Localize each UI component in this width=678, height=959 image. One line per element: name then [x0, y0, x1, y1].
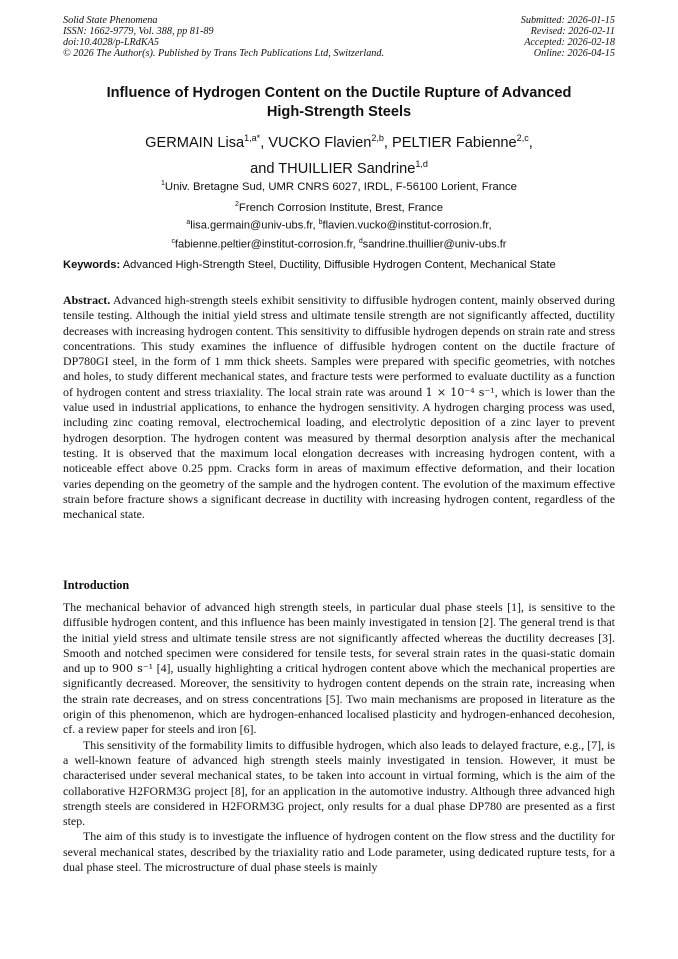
author-separator: , [528, 134, 533, 151]
author-emails [63, 215, 615, 252]
paragraph [63, 600, 615, 738]
affiliation-text: Univ. Bretagne Sud, UMR CNRS 6027, IRDL, F-56100 Lorient, France [164, 180, 517, 193]
author-name: THUILLIER Sandrine [278, 160, 416, 177]
abstract [63, 293, 615, 522]
author-sup: 2,b [371, 133, 384, 143]
email-line-1 [63, 215, 615, 234]
email-sup: c [171, 237, 175, 245]
affiliation-sup: 2 [235, 201, 239, 208]
author-and: and [250, 160, 279, 177]
keywords-text: Advanced High-Strength Steel, Ductility, Diffusible Hydrogen Content, Mechanical State [120, 259, 556, 271]
issn-line: ISSN: 1662-9779, Vol. 388, pp 81-89 [63, 26, 214, 37]
author-separator: , [383, 134, 393, 151]
submitted-date: Submitted: 2026-01-15 [520, 15, 615, 26]
affiliation-1 [63, 177, 615, 194]
strain-rate-value: 900 s⁻¹ [111, 662, 154, 676]
journal-info [63, 15, 384, 59]
abstract-label: Abstract. [63, 293, 111, 307]
paragraph: The aim of this study is to investigate the influence of hydrogen content on the flow stress and the ductility for several mechanical states, described by the triaxiality ratio and Lode parameter, using dedicated rupture tests, for a dual phase steel. The microstructure of dual phase steels is mainly [63, 829, 615, 875]
author-line-1 [63, 128, 615, 154]
paragraph-text: The mechanical behavior of advanced high strength steels, in particular dual phase steels [1], is sensitive to the diffusible hydrogen content, and this influence has been mainly investigated in tension [2]. The general trend is that the initial yield stress and ultimate tensile stress are not significantly affected whereas the ductility decreases [3]. Smooth and notched specimen were considered for tensile tests, for several strain rates in the quasi-static domain and up to [63, 600, 615, 676]
affiliation-text: French Corrosion Institute, Brest, France [238, 201, 443, 214]
title-line-2: High-Strength Steels [266, 104, 412, 120]
affiliation-sup: 1 [161, 180, 165, 187]
paper-title [63, 84, 615, 122]
copyright-line: © 2026 The Author(s). Published by Trans Tech Publications Ltd, Switzerland. [63, 48, 385, 59]
author-sup: 2,c [516, 133, 529, 143]
author-sup: 1,d [415, 158, 428, 169]
paragraph-text: [4], usually highlighting a critical hydrogen content above which the mechanical properties are significantly decreased. Moreover, the sensitivity to hydrogen content depends on the strain rate, increasing when the strain rate decreases, and on stress concentrations [5]. Two main mechanisms are proposed in literature as the origin of this phenomenon, which are hydrogen-enhanced localised plasticity and hydrogen-enhanced decohesion, cf. a review paper for steels and iron [6]. [63, 661, 615, 737]
doi-line: doi:10.4028/p-LRdKA5 [63, 37, 159, 48]
strain-rate-value: 1 × 10⁻⁴ s⁻¹ [425, 385, 495, 399]
keywords [63, 258, 623, 272]
author-name: PELTIER Fabienne [392, 134, 517, 151]
author-separator: , [260, 134, 269, 151]
title-line-1: Influence of Hydrogen Content on the Ductile Rupture of Advanced [106, 85, 572, 101]
author-name: GERMAIN Lisa [145, 134, 245, 151]
author-line-2 [63, 154, 615, 180]
publication-dates [521, 15, 615, 59]
email-link[interactable]: flavien.vucko@institut-corrosion.fr, [322, 219, 492, 232]
introduction-body [63, 600, 615, 875]
affiliation-2 [63, 198, 615, 215]
email-sup: b [318, 219, 323, 226]
author-sup: 1,a* [244, 133, 261, 143]
online-date: Online: 2026-04-15 [533, 48, 615, 59]
keywords-label: Keywords: [63, 259, 121, 271]
author-list [63, 128, 615, 180]
paragraph: This sensitivity of the formability limits to diffusible hydrogen, which also leads to delayed fracture, e.g., [7], is a well-known feature of advanced high strength steels mainly investigated in tension. However, it must be characterised under several mechanical states, to be taken into account in virtual forming, which is the aim of the collaborative H2FORM3G project [8], for an application in the automotive industry. Although three advanced high strength steels are considered in H2FORM3G project, only results for a dual phase DP780 are presented as a first step. [63, 737, 615, 829]
introduction-heading: Introduction [63, 578, 130, 592]
abstract-text-1: Advanced high-strength steels exhibit sensitivity to diffusible hydrogen content, mainly observed during tensile testing. Although the initial yield stress and ultimate tensile strength are not significantly affected, ductility decreases with increasing hydrogen content. This sensitivity to diffusible hydrogen depends on strain rate and stress concentrations. This study examines the influence of diffusible hydrogen content on the ductile fracture of DP780GI steel, in the form of 1 mm thick sheets. Samples were prepared with specific geometries, with notches and holes, to study different mechanical states, and fracture tests were performed to evaluate ductility as a function of hydrogen content and stress triaxiality. The local strain rate was around [63, 293, 615, 399]
accepted-date: Accepted: 2026-02-18 [524, 37, 615, 48]
email-link[interactable]: fabienne.peltier@institut-corrosion.fr, [174, 238, 359, 251]
email-link[interactable]: lisa.germain@univ-ubs.fr, [190, 219, 319, 232]
revised-date: Revised: 2026-02-11 [530, 26, 615, 37]
abstract-text-2: , which is lower than the value used in industrial applications, to enhance the hydrogen sensitivity. A hydrogen charging process was used, including zinc coating removal, electrochemical loading, and electrolytic deposition of a zinc layer to prevent hydrogen desorption. The hydrogen content was measured by thermal desorption analysis after the mechanical testing. It is observed that the maximum local elongation decreases with increasing hydrogen content, with a noticeable effect above 0.25 ppm. Cracks form in areas of maximum effective deformation, and their location varies depending on the geometry of the sample and the hydrogen content. The evolution of the maximum effective strain before fracture shows a significant decrease in ductility with increasing hydrogen content, regardless of the mechanical state. [63, 384, 615, 522]
email-sup: d [358, 237, 363, 245]
email-link[interactable]: sandrine.thuillier@univ-ubs.fr [362, 238, 507, 251]
journal-name: Solid State Phenomena [63, 15, 158, 26]
author-name: VUCKO Flavien [268, 134, 372, 151]
email-line-2 [63, 234, 615, 253]
email-sup: a [186, 219, 191, 226]
